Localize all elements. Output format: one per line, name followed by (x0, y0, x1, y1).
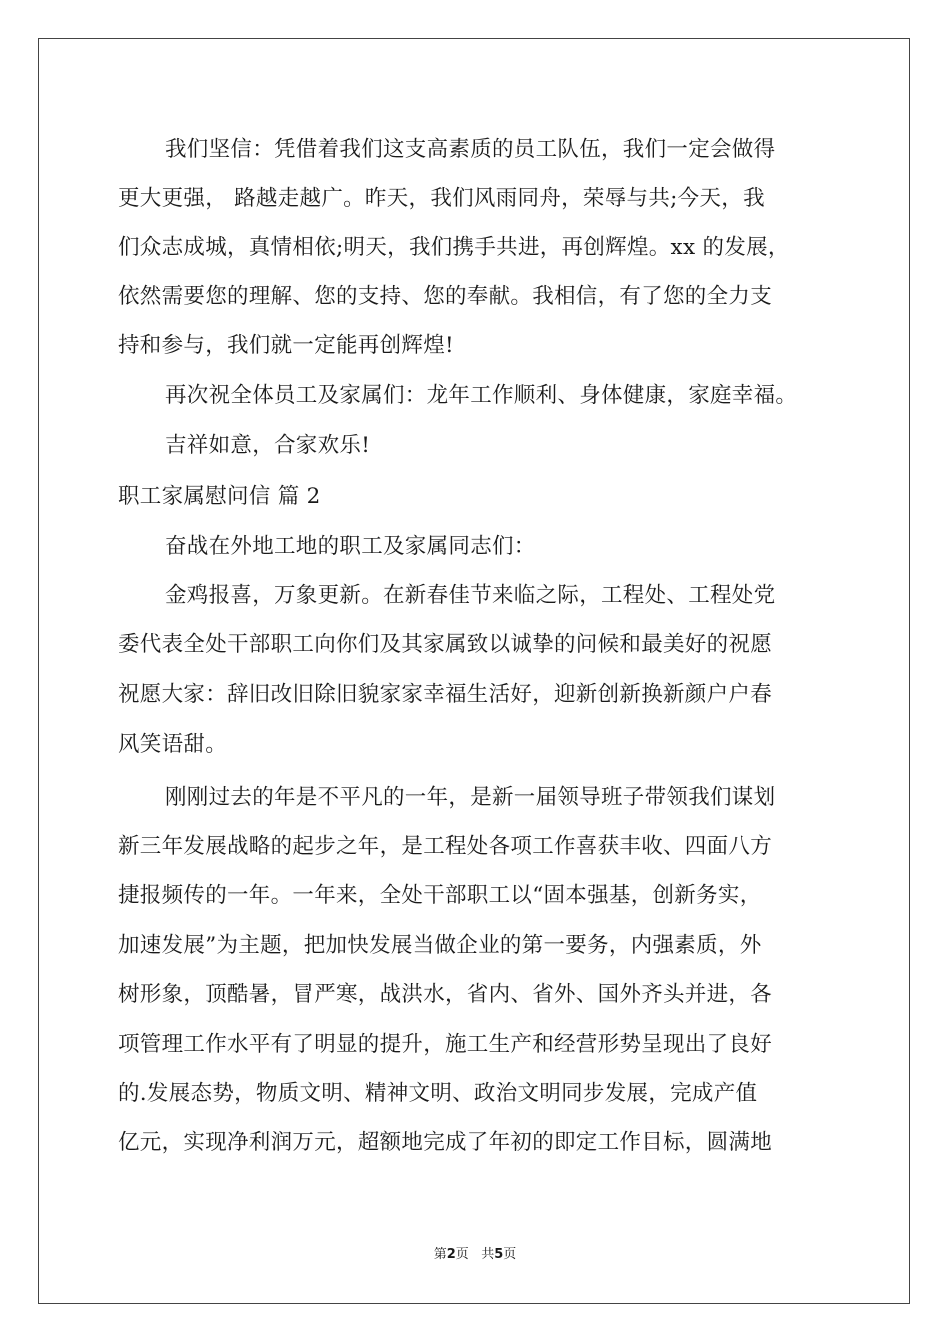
page-border (38, 38, 910, 1304)
text-line: 吉祥如意，合家欢乐! (165, 433, 371, 458)
text-line: 们众志成城，真情相依;明天，我们携手共进，再创辉煌。xx 的发展， (118, 235, 790, 260)
text-line: 委代表全处干部职工向你们及其家属致以诚挚的问候和最美好的祝愿 (118, 632, 773, 657)
text-line: 再次祝全体员工及家属们：龙年工作顺利、身体健康，家庭幸福。 (165, 383, 798, 408)
text-line: 的.发展态势，物质文明、精神文明、政治文明同步发展，完成产值 (118, 1081, 758, 1106)
text-line: 亿元，实现净利润万元，超额地完成了年初的即定工作目标，圆满地 (118, 1130, 773, 1155)
total-pages-number: 5 (494, 1247, 504, 1262)
total-label-suffix: 页 (503, 1247, 517, 1262)
page-footer (0, 1246, 950, 1264)
text-line: 更大更强， 路越走越广。昨天，我们风雨同舟，荣辱与共;今天，我 (118, 186, 765, 211)
text-line: 持和参与，我们就一定能再创辉煌! (118, 333, 454, 358)
section-heading: 职工家属慰问信 篇 2 (118, 484, 321, 509)
text-line: 祝愿大家：辞旧改旧除旧貌家家幸福生活好，迎新创新换新颜户户春 (118, 682, 773, 707)
text-line: 项管理工作水平有了明显的提升，施工生产和经营形势呈现出了良好 (118, 1032, 773, 1057)
current-page-number: 2 (446, 1247, 456, 1262)
text-line: 加速发展”为主题，把加快发展当做企业的第一要务，内强素质，外 (118, 933, 762, 958)
text-line: 金鸡报喜，万象更新。在新春佳节来临之际，工程处、工程处党 (165, 583, 776, 608)
page-label-suffix: 页 (455, 1247, 469, 1262)
text-line: 刚刚过去的年是不平凡的一年，是新一届领导班子带领我们谋划 (165, 785, 776, 810)
text-line: 依然需要您的理解、您的支持、您的奉献。我相信，有了您的全力支 (118, 284, 773, 309)
salutation: 奋战在外地工地的职工及家属同志们： (165, 534, 536, 559)
text-line: 我们坚信：凭借着我们这支高素质的员工队伍，我们一定会做得 (165, 137, 776, 162)
text-line: 风笑语甜。 (118, 732, 228, 757)
page-label-prefix: 第 (433, 1247, 447, 1262)
text-line: 树形象，顶酷暑，冒严寒，战洪水，省内、省外、国外齐头并进，各 (118, 982, 773, 1007)
text-line: 捷报频传的一年。一年来，全处干部职工以“固本强基，创新务实， (118, 883, 762, 908)
total-label-prefix: 共 (481, 1247, 495, 1262)
text-line: 新三年发展战略的起步之年，是工程处各项工作喜获丰收、四面八方 (118, 834, 773, 859)
